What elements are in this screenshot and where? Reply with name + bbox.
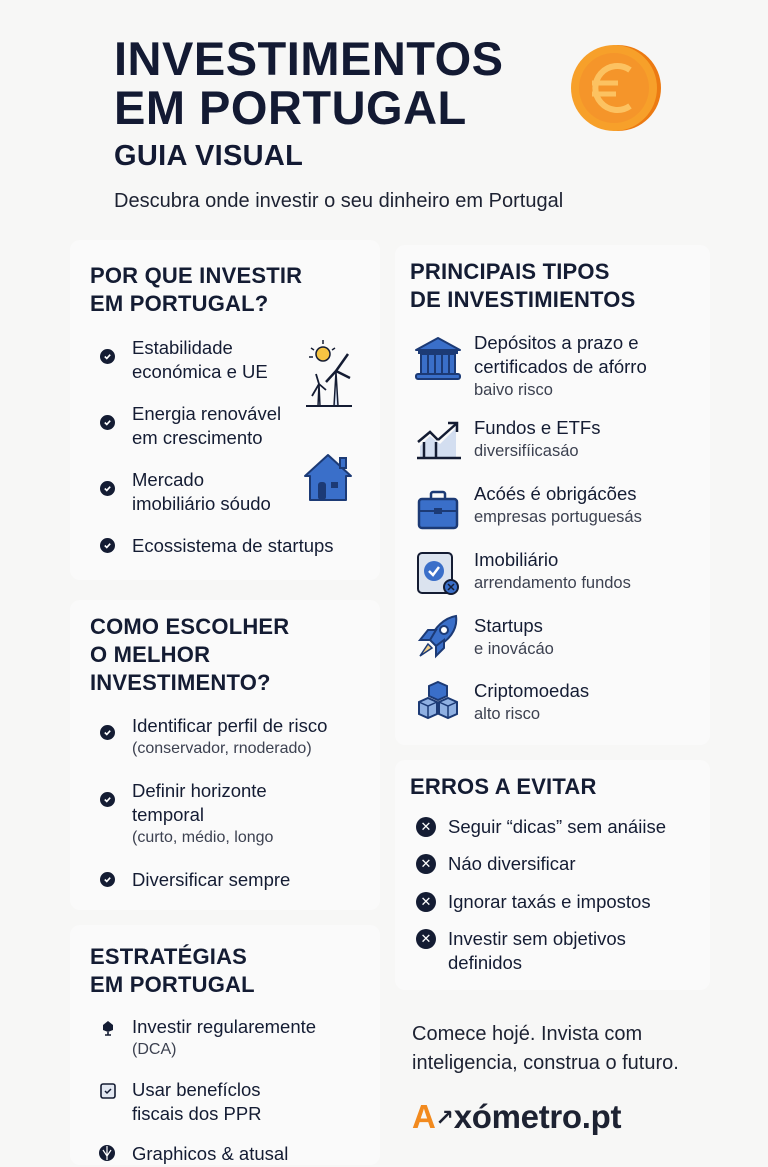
strategy-item-text: fiscais dos PPR bbox=[132, 1103, 262, 1124]
type-title: Criptomoedas bbox=[474, 680, 590, 701]
error-item-text: Ignorar taxás e impostos bbox=[448, 891, 651, 912]
why-item-text: económica e UE bbox=[132, 361, 268, 382]
error-item-text: Seguir “dicas” sem anáiise bbox=[448, 816, 666, 837]
brand-logo[interactable] bbox=[412, 1098, 621, 1136]
types-heading-line-1: PRINCIPAIS TIPOS bbox=[410, 259, 610, 284]
choose-item bbox=[100, 779, 273, 849]
strategy-item bbox=[98, 1142, 288, 1167]
choose-item-note: (conservador, rnoderado) bbox=[132, 740, 312, 757]
why-item bbox=[100, 468, 271, 516]
why-item-text: imobiliário sóudo bbox=[132, 493, 271, 514]
type-item bbox=[474, 416, 600, 462]
rocket-icon bbox=[416, 614, 460, 665]
house-icon bbox=[302, 452, 354, 507]
why-item-text: Energia renovável bbox=[132, 403, 282, 424]
strategy-item-note: (DCA) bbox=[132, 1041, 177, 1058]
why-heading bbox=[90, 262, 302, 318]
why-item bbox=[100, 402, 281, 450]
briefcase-icon bbox=[417, 490, 459, 535]
x-circle-icon: ✕ bbox=[416, 817, 436, 837]
check-icon bbox=[100, 872, 115, 887]
type-item bbox=[474, 482, 642, 528]
page-subtitle: GUIA VISUAL bbox=[114, 140, 304, 172]
choose-heading-line-2: O MELHOR bbox=[90, 642, 211, 667]
why-item-text: Ecossistema de startups bbox=[132, 535, 334, 556]
call-to-action bbox=[412, 1020, 679, 1078]
choose-item bbox=[100, 714, 327, 760]
type-subtitle: diversifíicasáo bbox=[474, 442, 579, 460]
brand-logo-mark: A bbox=[412, 1098, 436, 1135]
piggy-icon bbox=[100, 1020, 116, 1041]
brand-arrow-icon: ↗ bbox=[435, 1105, 454, 1130]
brand-logo-text: xómetro.pt bbox=[453, 1098, 622, 1135]
title-line-1: INVESTIMENTOS bbox=[114, 32, 504, 85]
check-icon bbox=[100, 481, 115, 496]
why-item bbox=[100, 336, 268, 384]
tagline: Descubra onde investir o seu dinheiro em Portugal bbox=[114, 190, 564, 212]
checkbox-icon bbox=[100, 1083, 116, 1104]
x-circle-icon: ✕ bbox=[416, 929, 436, 949]
type-subtitle: arrendamento fundos bbox=[474, 574, 631, 592]
errors-heading: ERROS A EVITAR bbox=[410, 774, 597, 799]
check-icon bbox=[100, 349, 115, 364]
check-icon bbox=[100, 415, 115, 430]
cta-line-2: inteligencia, construa o futuro. bbox=[412, 1052, 679, 1074]
type-title: certificados de afórro bbox=[474, 356, 647, 377]
error-item bbox=[416, 890, 651, 914]
why-item-text: Estabilidade bbox=[132, 337, 233, 358]
bank-icon bbox=[414, 336, 462, 387]
error-item-text: Náo diversificar bbox=[448, 853, 576, 874]
type-subtitle: empresas portuguesás bbox=[474, 508, 642, 526]
error-item-text: Investir sem objetivos bbox=[448, 928, 626, 949]
strategy-item bbox=[100, 1015, 316, 1061]
why-item bbox=[100, 534, 334, 558]
error-item-text: definidos bbox=[448, 952, 523, 973]
property-document-icon bbox=[416, 551, 460, 602]
type-title: Imobiliário bbox=[474, 549, 559, 570]
strategy-item-text: Graphicos & atusal bbox=[132, 1143, 289, 1164]
check-icon bbox=[100, 538, 115, 553]
error-item bbox=[416, 815, 666, 839]
wind-turbine-sun-icon bbox=[304, 338, 354, 415]
type-title: Startups bbox=[474, 615, 543, 636]
check-icon bbox=[100, 725, 115, 740]
strategies-heading-line-2: EM PORTUGAL bbox=[90, 972, 255, 997]
choose-heading-line-3: INVESTIMENTO? bbox=[90, 670, 271, 695]
choose-item-note: (curto, médio, longo bbox=[132, 829, 274, 846]
check-icon bbox=[100, 792, 115, 807]
type-subtitle: e inovácáo bbox=[474, 640, 554, 658]
strategies-heading bbox=[90, 943, 255, 999]
growth-chart-icon bbox=[416, 420, 462, 465]
crypto-cubes-icon bbox=[416, 680, 460, 725]
type-title: Acóés é obrigácões bbox=[474, 483, 637, 504]
types-heading-line-2: DE INVESTIMIENTOS bbox=[410, 287, 636, 312]
strategy-item-text: Investir regularemente bbox=[132, 1016, 317, 1037]
why-heading-line-1: POR QUE INVESTIR bbox=[90, 263, 303, 288]
choose-item bbox=[100, 868, 290, 892]
title-line-2: EM PORTUGAL bbox=[114, 81, 467, 134]
choose-heading bbox=[90, 613, 289, 697]
choose-item-text: temporal bbox=[132, 804, 204, 825]
why-item-text: em crescimento bbox=[132, 427, 263, 448]
why-heading-line-2: EM PORTUGAL? bbox=[90, 291, 269, 316]
type-item bbox=[474, 679, 589, 725]
error-item bbox=[416, 852, 576, 876]
choose-item-text: Diversificar sempre bbox=[132, 869, 291, 890]
type-subtitle: alto risco bbox=[474, 705, 541, 723]
cta-line-1: Comece hojé. Invista com bbox=[412, 1023, 643, 1045]
type-subtitle: baivo risco bbox=[474, 381, 553, 399]
types-heading bbox=[410, 258, 635, 314]
error-item bbox=[416, 927, 626, 975]
strategy-item bbox=[100, 1078, 262, 1126]
type-title: Fundos e ETFs bbox=[474, 417, 601, 438]
choose-heading-line-1: COMO ESCOLHER bbox=[90, 614, 290, 639]
strategy-item-text: Usar benefíclos bbox=[132, 1079, 261, 1100]
euro-coin-icon bbox=[568, 44, 662, 132]
why-item-text: Mercado bbox=[132, 469, 204, 490]
choose-item-text: Identificar perfil de risco bbox=[132, 715, 328, 736]
type-title: Depósitos a prazo e bbox=[474, 332, 639, 353]
globe-icon bbox=[98, 1144, 116, 1167]
x-circle-icon: ✕ bbox=[416, 854, 436, 874]
type-item bbox=[474, 331, 647, 401]
x-circle-icon: ✕ bbox=[416, 892, 436, 912]
choose-item-text: Definir horizonte bbox=[132, 780, 267, 801]
strategies-heading-line-1: ESTRATÉGIAS bbox=[90, 944, 248, 969]
type-item bbox=[474, 548, 631, 594]
type-item bbox=[474, 614, 554, 660]
page-title bbox=[114, 34, 504, 132]
